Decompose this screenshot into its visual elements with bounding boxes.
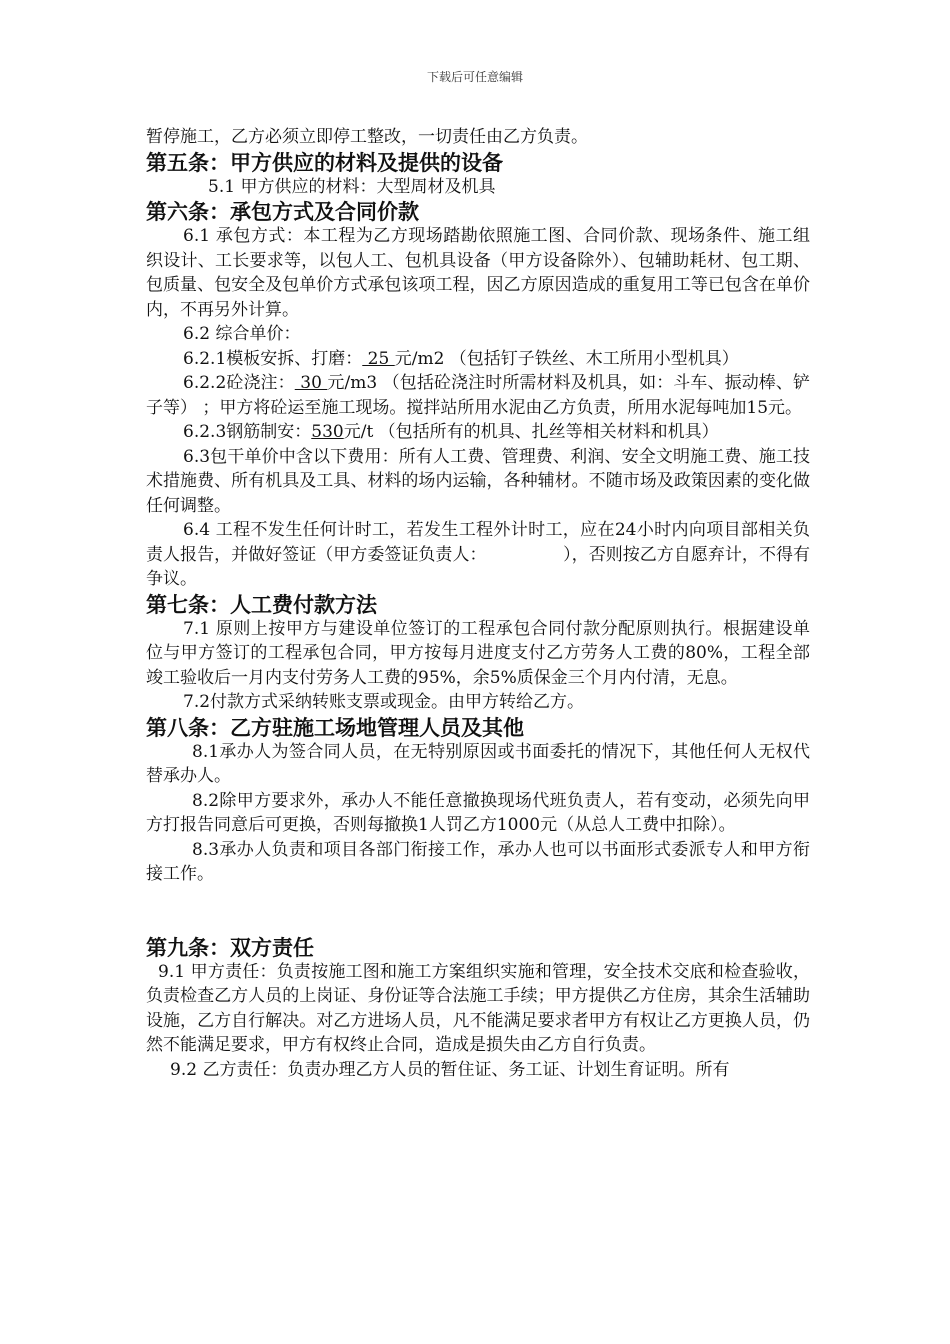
clause-6-2-3-text: 元/t （包括所有的机具、扎丝等相关材料和机具） — [343, 422, 719, 442]
clause-9-1: 9.1 甲方责任：负责按施工图和施工方案组织实施和管理，安全技术交底和检查验收，负责检查乙方人员的上岗证、身份证等合法施工手续；甲方提供乙方住房，其余生活辅助设施，乙方自行解决。对乙方进场人员，凡不能满足要求者甲方有权让乙方更换人员，仍然不能满足要求，甲方有权终止合同，造成是损失由乙方自行负责。 — [146, 961, 810, 1055]
formwork-price: 25 — [362, 348, 395, 369]
clause-6-2-1-label: 6.2.1模板安拆、打磨： — [183, 348, 363, 369]
intro-paragraph: 暂停施工，乙方必须立即停工整改，一切责任由乙方负责。 — [146, 127, 588, 147]
clause-6-4: 6.4 工程不发生任何计时工，若发生工程外计时工，应在24小时内向项目部相关负责人报告，并做好签证（甲方委签证负责人： ），否则按乙方自愿弃计，不得有争议。 — [146, 520, 810, 589]
section-6-title: 第六条：承包方式及合同价款 — [146, 199, 419, 224]
clause-6-3: 6.3包干单价中含以下费用：所有人工费、管理费、利润、安全文明施工费、施工技术措施费、所有机具及工具、材料的场内运输，各种辅材。不随市场及政策因素的变化做任何调整。 — [146, 446, 810, 516]
clause-8-1: 8.1承办人为签合同人员，在无特别原因或书面委托的情况下，其他任何人无权代替承办人。 — [146, 741, 810, 786]
clause-6-2: 6.2 综合单价： — [183, 324, 301, 344]
clause-6-2-3 — [146, 420, 810, 445]
clause-6-2-2-label: 6.2.2砼浇注： — [183, 373, 295, 393]
section-5-title: 第五条：甲方供应的材料及提供的设备 — [146, 149, 503, 175]
section-7-title: 第七条：人工费付款方法 — [146, 591, 377, 617]
clause-6-2-1 — [146, 347, 810, 372]
clause-8-3: 8.3承办人负责和项目各部门衔接工作，承办人也可以书面形式委派专人和甲方衔接工作。 — [146, 839, 810, 884]
section-9-title: 第九条：双方责任 — [146, 934, 314, 960]
rebar-price: 530 — [311, 422, 344, 442]
clause-6-2-2-text: 元/m3 （包括砼浇注时所需材料及机具，如：斗车、振动棒、铲子等） ；甲方将砼运至施工现场。搅拌站所用水泥由乙方负责，所用水泥每吨加15元。 — [146, 373, 810, 418]
clause-6-2-1-text: 元/m2 （包括钉子铁丝、木工所用小型机具） — [394, 348, 739, 369]
spacer — [146, 887, 810, 935]
page-header: 下载后可任意编辑 — [426, 70, 523, 84]
clause-6-1: 6.1 承包方式：本工程为乙方现场踏勘依照施工图、合同价款、现场条件、施工组织设计、工长要求等，以包人工、包机具设备（甲方设备除外）、包辅助耗材、包工期、包质量、包安全及包单价方式承包该项工程，因乙方原因造成的重复用工等已包含在单价内，不再另外计算。 — [146, 226, 810, 320]
section-8-title: 第八条：乙方驻施工场地管理人员及其他 — [146, 714, 524, 740]
concrete-price: 30 — [294, 373, 328, 393]
clause-6-2-3-label: 6.2.3钢筋制安： — [183, 422, 312, 442]
clause-9-2: 9.2 乙方责任：负责办理乙方人员的暂住证、务工证、计划生育证明。所有 — [170, 1059, 730, 1080]
clause-7-2: 7.2付款方式采纳转账支票或现金。由甲方转给乙方。 — [183, 692, 585, 712]
clause-8-2: 8.2除甲方要求外，承办人不能任意撤换现场代班负责人，若有变动，必须先向甲方打报告同意后可更换，否则每撤换1人罚乙方1000元（从总人工费中扣除）。 — [146, 790, 810, 835]
clause-5-1: 5.1 甲方供应的材料：大型周材及机具 — [208, 176, 496, 197]
document-body — [146, 125, 810, 1082]
clause-7-1: 7.1 原则上按甲方与建设单位签订的工程承包合同付款分配原则执行。根据建设单位与甲方签订的工程承包合同，甲方按每月进度支付乙方劳务人工费的80%，工程全部竣工验收后一月内支付劳务人工费的95%，余5%质保金三个月内付清，无息。 — [146, 618, 810, 688]
clause-6-2-2 — [146, 371, 810, 420]
